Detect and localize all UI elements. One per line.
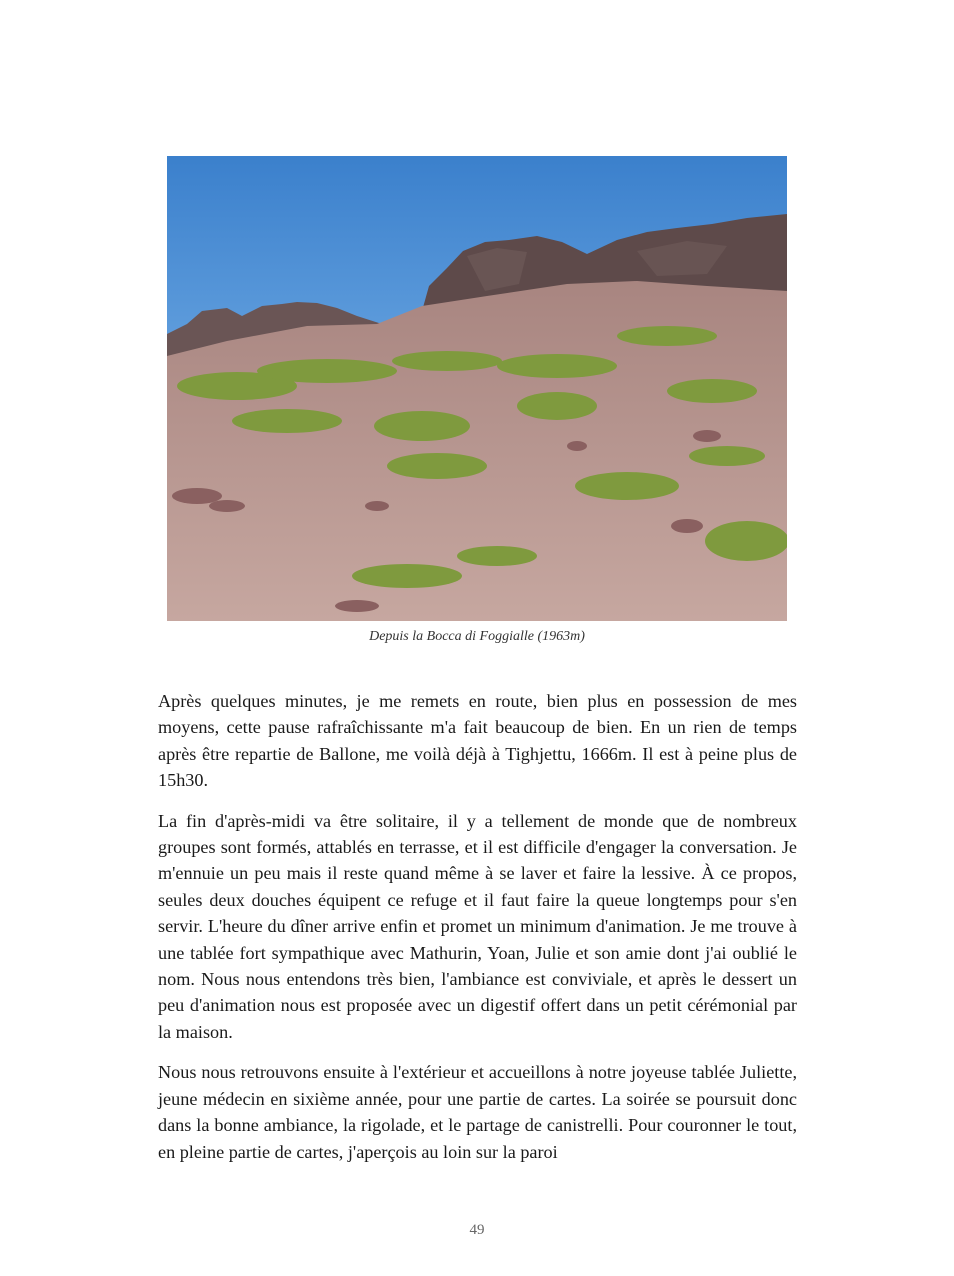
body-text [158, 688, 797, 1179]
paragraph: Après quelques minutes, je me remets en route, bien plus en possession de mes moyens, cette pause rafraîchissante m'a fait beaucoup de bien. En un rien de temps après être repartie de Ballone, me voilà déjà à Tighjettu, 1666m. Il est à peine plus de 15h30. [158, 691, 797, 791]
mountain-photo [167, 156, 787, 621]
paragraph: La fin d'après-midi va être solitaire, il y a tellement de monde que de nombreux groupes sont formés, attablés en terrasse, et il est difficile d'engager la conversation. Je m'ennuie un peu mais il reste quand même à se laver et faire la lessive. À ce propos, seules deux douches équipent ce refuge et il faut faire la queue longtemps pour s'en servir. L'heure du dîner arrive enfin et promet un minimum d'animation. Je me trouve à une tablée fort sympathique avec Mathurin, Yoan, Julie et son amie dont j'ai oublié le nom. Nous nous entendons très bien, l'ambiance est conviviale, et après le dessert un peu d'animation nous est proposée avec un digestif offert dans un petit cérémonial par la maison. [158, 810, 797, 1042]
page-number: 49 [469, 1222, 485, 1238]
paragraph: Nous nous retrouvons ensuite à l'extérieur et accueillons à notre joyeuse tablée Juliette, jeune médecin en sixième année, pour une partie de cartes. La soirée se poursuit donc dans la bonne ambiance, la rigolade, et le partage de canistrelli. Pour couronner le tout, en pleine partie de cartes, j'aperçois au loin sur la paroi [158, 1062, 797, 1162]
figure-caption: Depuis la Bocca di Foggialle (1963m) [369, 629, 585, 644]
